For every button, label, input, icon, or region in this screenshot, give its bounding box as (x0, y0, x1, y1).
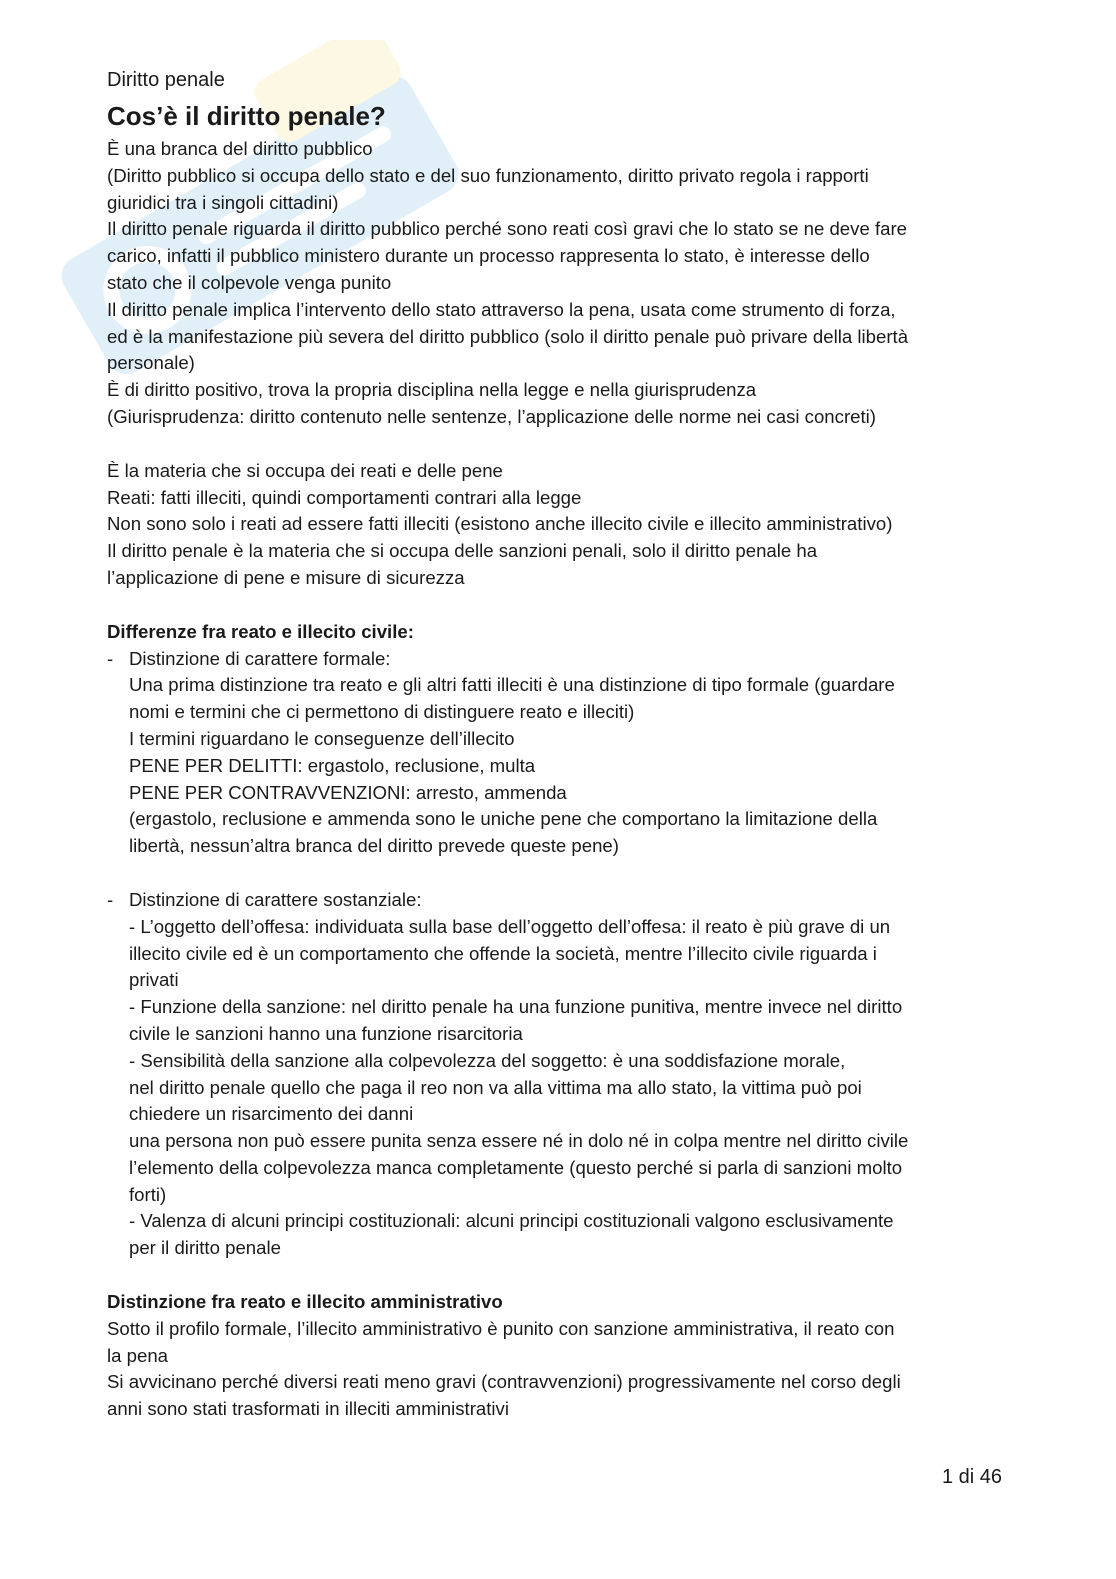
text-line: - Valenza di alcuni principi costituzionali: alcuni principi costituzionali valgono esclusivamente (129, 1210, 894, 1232)
text-line: forti) (129, 1183, 167, 1205)
section-heading-amministrativo: Distinzione fra reato e illecito amministrativo (107, 1291, 503, 1313)
text-line: È una branca del diritto pubblico (107, 138, 373, 159)
text-line: carico, infatti il pubblico ministero durante un processo rappresenta lo stato, è interesse dello (107, 245, 870, 267)
page-title: Cos’è il diritto penale? (107, 101, 386, 131)
text-line: - Sensibilità della sanzione alla colpevolezza del soggetto: è una soddisfazione morale, (129, 1049, 846, 1071)
text-line: (Diritto pubblico si occupa dello stato e del suo funzionamento, diritto privato regola i rapporti (107, 164, 869, 186)
text-line: privati (129, 969, 179, 991)
text-line: (Giurisprudenza: diritto contenuto nelle sentenze, l’applicazione delle norme nei casi concreti) (107, 405, 876, 427)
text-line: personale) (107, 352, 195, 374)
list-dash: - (107, 647, 114, 669)
document-page (107, 66, 1007, 1423)
text-line: Sotto il profilo formale, l’illecito amministrativo è punito con sanzione amministrativa, il reato con (107, 1317, 895, 1339)
text-line: l’applicazione di pene e misure di sicurezza (107, 566, 465, 588)
text-line: libertà, nessun’altra branca del diritto prevede queste pene) (129, 835, 619, 857)
text-line: giuridici tra i singoli cittadini) (107, 191, 339, 213)
intro-paragraph (107, 136, 1007, 431)
page-number: 1 di 46 (941, 1466, 1002, 1488)
text-line: Distinzione di carattere sostanziale: (129, 888, 422, 910)
text-line: Una prima distinzione tra reato e gli altri fatti illeciti è una distinzione di tipo formale (guardare (129, 674, 895, 696)
text-line: Il diritto penale è la materia che si occupa delle sanzioni penali, solo il diritto penale ha (107, 540, 818, 562)
text-line: la pena (107, 1344, 169, 1366)
text-line: nomi e termini che ci permettono di distinguere reato e illeciti) (129, 701, 635, 723)
list-dash: - (107, 888, 114, 910)
text-line: civile le sanzioni hanno una funzione risarcitoria (129, 1022, 523, 1044)
text-line: - L’oggetto dell’offesa: individuata sulla base dell’oggetto dell’offesa: il reato è più grave di un (129, 915, 891, 937)
text-line: (ergastolo, reclusione e ammenda sono le uniche pene che comportano la limitazione della (129, 808, 878, 830)
text-line: stato che il colpevole venga punito (107, 271, 392, 293)
text-line: Reati: fatti illeciti, quindi comportamenti contrari alla legge (107, 486, 582, 508)
text-line: Distinzione di carattere formale: (129, 647, 391, 669)
list-item-formal (107, 646, 1007, 860)
text-line: È la materia che si occupa dei reati e delle pene (107, 459, 503, 481)
text-line: PENE PER CONTRAVVENZIONI: arresto, ammenda (129, 781, 567, 803)
materia-paragraph (107, 458, 1007, 592)
text-line: PENE PER DELITTI: ergastolo, reclusione, multa (129, 754, 536, 776)
text-line: Si avvicinano perché diversi reati meno gravi (contravvenzioni) progressivamente nel corso degli (107, 1371, 901, 1393)
list-item-substantial (107, 887, 1007, 1262)
text-line: - Funzione della sanzione: nel diritto penale ha una funzione punitiva, mentre invece nel diritto (129, 996, 903, 1018)
amministrativo-paragraph (107, 1316, 1007, 1423)
document-header: Diritto penale (107, 69, 225, 91)
text-line: una persona non può essere punita senza essere né in dolo né in colpa mentre nel diritto civile (129, 1130, 909, 1152)
text-line: Il diritto penale riguarda il diritto pubblico perché sono reati così gravi che lo stato se ne deve fare (107, 218, 907, 240)
text-line: ed è la manifestazione più severa del diritto pubblico (solo il diritto penale può privare della libertà (107, 325, 909, 347)
text-line: I termini riguardano le conseguenze dell’illecito (129, 727, 515, 749)
text-line: anni sono stati trasformati in illeciti amministrativi (107, 1398, 509, 1420)
section-heading-civile: Differenze fra reato e illecito civile: (107, 620, 414, 642)
text-line: Non sono solo i reati ad essere fatti illeciti (esistono anche illecito civile e illecito amministrativo) (107, 513, 893, 535)
text-line: l’elemento della colpevolezza manca completamente (questo perché si parla di sanzioni molto (129, 1156, 903, 1178)
text-line: È di diritto positivo, trova la propria disciplina nella legge e nella giurisprudenza (107, 379, 757, 401)
text-line: Il diritto penale implica l’intervento dello stato attraverso la pena, usata come strumento di forza, (107, 298, 896, 320)
text-line: nel diritto penale quello che paga il reo non va alla vittima ma allo stato, la vittima può poi (129, 1076, 862, 1098)
text-line: illecito civile ed è un comportamento che offende la società, mentre l’illecito civile riguarda i (129, 942, 877, 964)
text-line: chiedere un risarcimento dei danni (129, 1103, 414, 1125)
text-line: per il diritto penale (129, 1237, 281, 1259)
